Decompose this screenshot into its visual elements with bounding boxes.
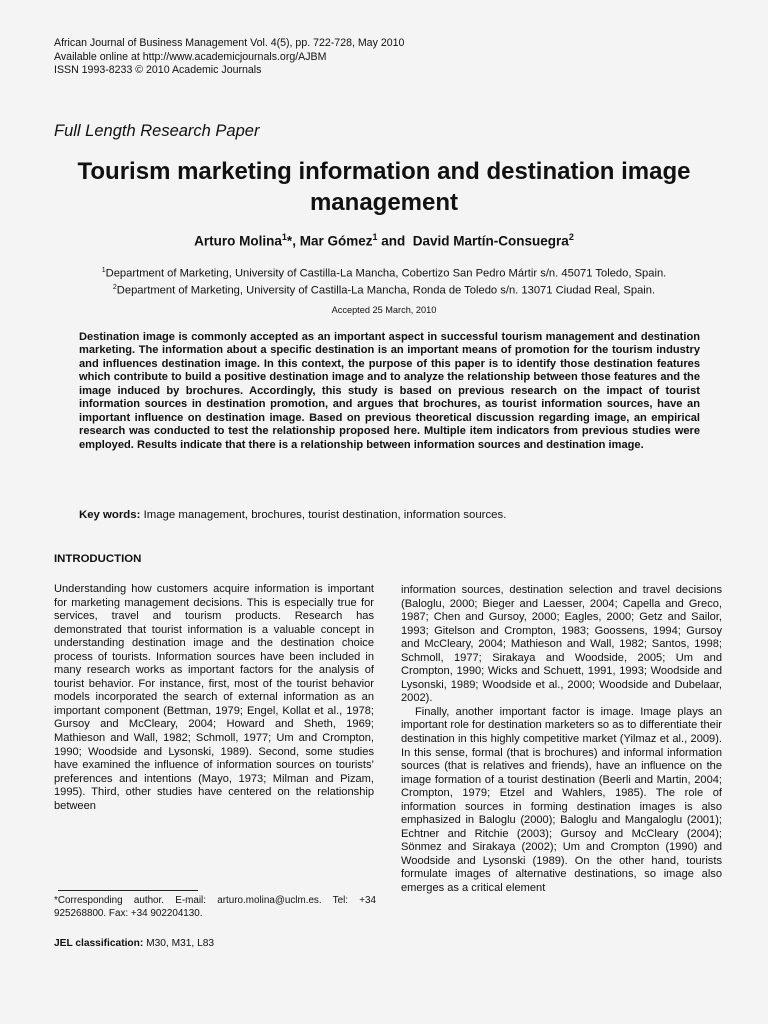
author-list xyxy=(30,232,738,249)
footnote-divider xyxy=(58,890,198,891)
jel-label: JEL classification: xyxy=(54,938,144,949)
affiliation-text: Department of Marketing, University of Castilla-La Mancha, Ronda de Toledo s/n. 13071 Ciudad Real, Spain. xyxy=(116,284,656,297)
section-heading-introduction: INTRODUCTION xyxy=(54,553,142,565)
author-affiliation-mark: 2 xyxy=(568,232,574,242)
paper-type: Full Length Research Paper xyxy=(54,122,260,140)
affiliation-mark: 1 xyxy=(101,267,106,274)
affiliations xyxy=(30,264,738,297)
jel-codes: M30, M31, L83 xyxy=(143,938,215,949)
body-column-left: Understanding how customers acquire information is important for marketing management decisions. This is especially true for services, travel and tourism products. Research has demonstrated that tourist information is a valuable concept in understanding destination image and the destination choice process of tourists. Information sources have been included in many research works as important factors for the analysis of tourist behavior. For instance, first, most of the tourist behavior models incorporated the search of external information as an important component (Bettman, 1979; Engel, Kollat et al., 1978; Gursoy and McCleary, 2004; Howard and Sheth, 1969; Mathieson and Wall, 1982; Schmoll, 1977; Um and Crompton, 1990; Woodside and Lysonski, 1989). Second, some studies have examined the influence of information sources on tourists’ preferences and intentions (Mayo, 1973; Milman and Pizam, 1995). Third, other studies have centered on the relationship between xyxy=(54,583,374,812)
journal-citation: African Journal of Business Management Vol. 4(5), pp. 722-728, May 2010 xyxy=(54,37,405,49)
affiliation-2 xyxy=(30,281,738,298)
author-affiliation-mark: 1 xyxy=(281,232,287,242)
author-name: Arturo Molina xyxy=(194,233,282,249)
paper-title: Tourism marketing information and destination image management xyxy=(77,158,691,216)
affiliation-mark: 2 xyxy=(112,283,117,291)
body-column-right xyxy=(401,584,722,896)
keywords-text: Image management, brochures, tourist destination, information sources. xyxy=(140,509,507,521)
accepted-date: Accepted 25 March, 2010 xyxy=(331,305,437,315)
author-name: David Martín-Consuegra xyxy=(412,233,569,249)
author-separator: and xyxy=(377,233,410,249)
affiliation-text: Department of Marketing, University of Castilla-La Mancha, Cobertizo San Pedro Mártir s/n. 45071 Toledo, Spain. xyxy=(105,267,667,280)
corresponding-mark: * xyxy=(286,233,293,249)
body-paragraph: information sources, destination selection and travel decisions (Baloglu, 2000; Bieger and Laesser, 2004; Capella and Greco, 1987; Chen and Gursoy, 2000; Eagles, 2000; Getz and Sailor, 1993; Gitelson and Crompton, 1983; Goossens, 1994; Gursoy and McCleary, 2004; Mathieson and Wall, 1982; Santos, 1998; Schmoll, 1977; Sirakaya and Woodside, 2005; Um and Crompton, 1990; Wicks and Schuett, 1991, 1993; Woodside and Lysonski, 1989; Woodside et al., 2000; Woodside and Dubelaar, 2002). xyxy=(401,584,722,705)
journal-issn: ISSN 1993-8233 © 2010 Academic Journals xyxy=(54,64,262,76)
author-separator: , xyxy=(292,233,300,249)
keywords-label: Key words: xyxy=(79,509,141,521)
body-paragraph: Finally, another important factor is image. Image plays an important role for destination marketers so as to differentiate their destination in this highly competitive market (Yilmaz et al., 2009). In this sense, formal (that is brochures) and informal information sources (that is relatives and friends), have an influence on the image formation of a tourist destination (Beerli and Martin, 2004; Crompton, 1979; Etzel and Wahlers, 1985). The role of information sources in forming destination images is also emphasized in Baloglu (2000); Baloglu and Mangaloglu (2001); Echtner and Ritchie (2003); Gursoy and McCleary (2004); Sönmez and Sirakaya (2002); Um and Crompton (1990) and Woodside and Lysonski (1989). On the other hand, tourists formulate images of alternative destinations, so image also emerges as a critical element xyxy=(401,705,722,895)
keywords xyxy=(79,509,700,521)
jel-classification xyxy=(54,938,214,949)
author-name: Mar Gómez xyxy=(299,233,373,249)
journal-url[interactable]: Available online at http://www.academicjournals.org/AJBM xyxy=(54,50,327,63)
abstract: Destination image is commonly accepted as an important aspect in successful tourism management and destination marketing. The information about a specific destination is an important means of promotion for the tourism industry and influences destination image. In this context, the purpose of this paper is to identify those destination features which contribute to build a positive destination image and to analyze the relationship between those features and the image induced by brochures. Accordingly, this study is based on previous research on the impact of tourist information sources in destination promotion, and argues that brochures, as tourist information sources, have an important influence on destination image. Based on previous theoretical discussion regarding image, an empirical research was conducted to test the relationship proposed here. Multiple item indicators from previous studies were employed. Results indicate that there is a relationship between information sources and destination image. xyxy=(79,331,700,451)
corresponding-author-footnote: *Corresponding author. E-mail: arturo.molina@uclm.es. Tel: +34 925268800. Fax: +34 902204130. xyxy=(54,895,376,919)
affiliation-1 xyxy=(30,264,738,281)
author-affiliation-mark: 1 xyxy=(372,232,378,242)
journal-header xyxy=(54,37,404,78)
